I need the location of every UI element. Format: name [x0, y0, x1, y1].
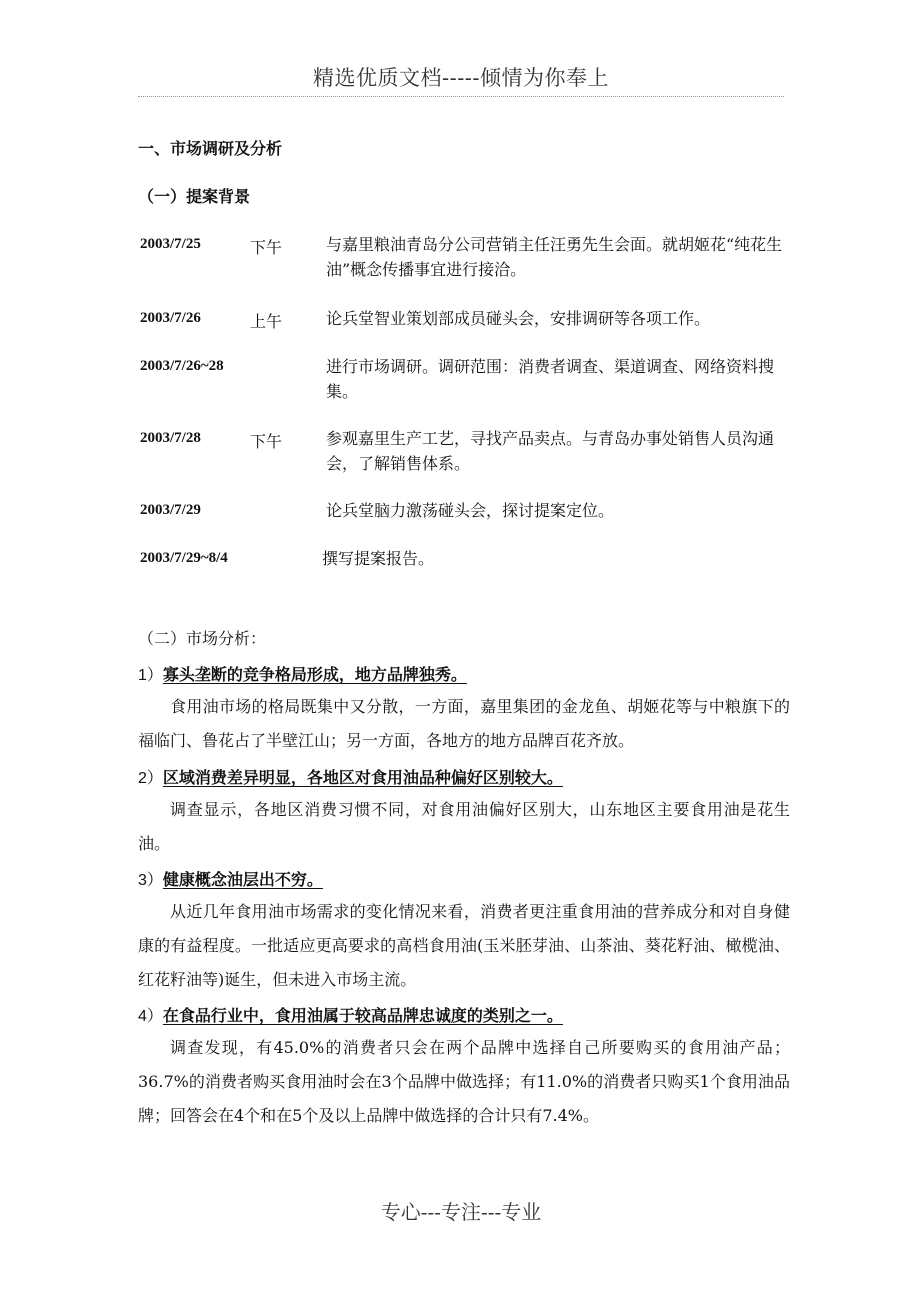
header-divider — [138, 96, 784, 97]
section-title: 一、市场调研及分析 — [138, 139, 283, 158]
entry-date: 2003/7/26~28 — [140, 358, 224, 374]
point-title: 区域消费差异明显，各地区对食用油品种偏好区别较大。 — [162, 768, 563, 787]
entry-time: 下午 — [250, 238, 283, 257]
entry-date: 2003/7/25 — [140, 236, 201, 252]
entry-date: 2003/7/29~8/4 — [140, 550, 228, 566]
point-body: 调查发现，有45.0%的消费者只会在两个品牌中选择自己所要购买的食用油产品；36.7%的消费者购买食用油时会在3个品牌中做选择；有11.0%的消费者只购买1个食用油品牌；回答会在4个和在5个及以上品牌中做选择的合计只有7.4%。 — [138, 1038, 790, 1125]
entry-time: 上午 — [250, 312, 283, 331]
entry-desc: 论兵堂脑力激荡碰头会，探讨提案定位。 — [326, 501, 615, 520]
point-body: 从近几年食用油市场需求的变化情况来看，消费者更注重食用油的营养成分和对自身健康的有益程度。一批适应更高要求的高档食用油(玉米胚芽油、山茶油、葵花籽油、橄榄油、红花籽油等)诞生，但未进入市场主流。 — [138, 902, 790, 989]
point-number: 3） — [138, 872, 163, 889]
page-header: 精选优质文档-----倾情为你奉上 — [313, 66, 609, 90]
analysis-point-heading — [138, 867, 323, 890]
entry-desc: 撰写提案报告。 — [322, 549, 435, 568]
entry-date: 2003/7/26 — [140, 310, 201, 326]
entry-desc: 论兵堂智业策划部成员碰头会，安排调研等各项工作。 — [326, 309, 711, 328]
entry-time: 下午 — [250, 432, 283, 451]
page-footer: 专心---专注---专业 — [380, 1200, 542, 1224]
analysis-point-heading — [138, 1003, 563, 1026]
entry-desc: 参观嘉里生产工艺，寻找产品卖点。与青岛办事处销售人员沟通会，了解销售体系。 — [326, 429, 775, 473]
point-number: 4） — [138, 1008, 163, 1025]
point-body: 调查显示，各地区消费习惯不同，对食用油偏好区别大，山东地区主要食用油是花生油。 — [138, 800, 790, 853]
analysis-point-heading — [138, 765, 563, 788]
entry-desc: 与嘉里粮油青岛分公司营销主任汪勇先生会面。就胡姬花“纯花生油”概念传播事宜进行接洽。 — [326, 235, 783, 279]
subsection-title-background: （一）提案背景 — [138, 187, 251, 206]
entry-desc: 进行市场调研。调研范围：消费者调查、渠道调查、网络资料搜集。 — [326, 357, 775, 401]
entry-date: 2003/7/29 — [140, 502, 201, 518]
subsection-title-analysis: （二）市场分析： — [138, 629, 267, 648]
analysis-point-heading — [138, 662, 467, 685]
point-title: 在食品行业中，食用油属于较高品牌忠诚度的类别之一。 — [162, 1006, 563, 1025]
entry-date: 2003/7/28 — [140, 430, 201, 446]
point-title: 寡头垄断的竞争格局形成，地方品牌独秀。 — [162, 665, 467, 684]
point-number: 2） — [138, 770, 163, 787]
point-title: 健康概念油层出不穷。 — [162, 870, 323, 889]
point-body: 食用油市场的格局既集中又分散，一方面，嘉里集团的金龙鱼、胡姬花等与中粮旗下的福临门、鲁花占了半壁江山；另一方面，各地方的地方品牌百花齐放。 — [138, 697, 790, 750]
point-number: 1） — [138, 667, 163, 684]
